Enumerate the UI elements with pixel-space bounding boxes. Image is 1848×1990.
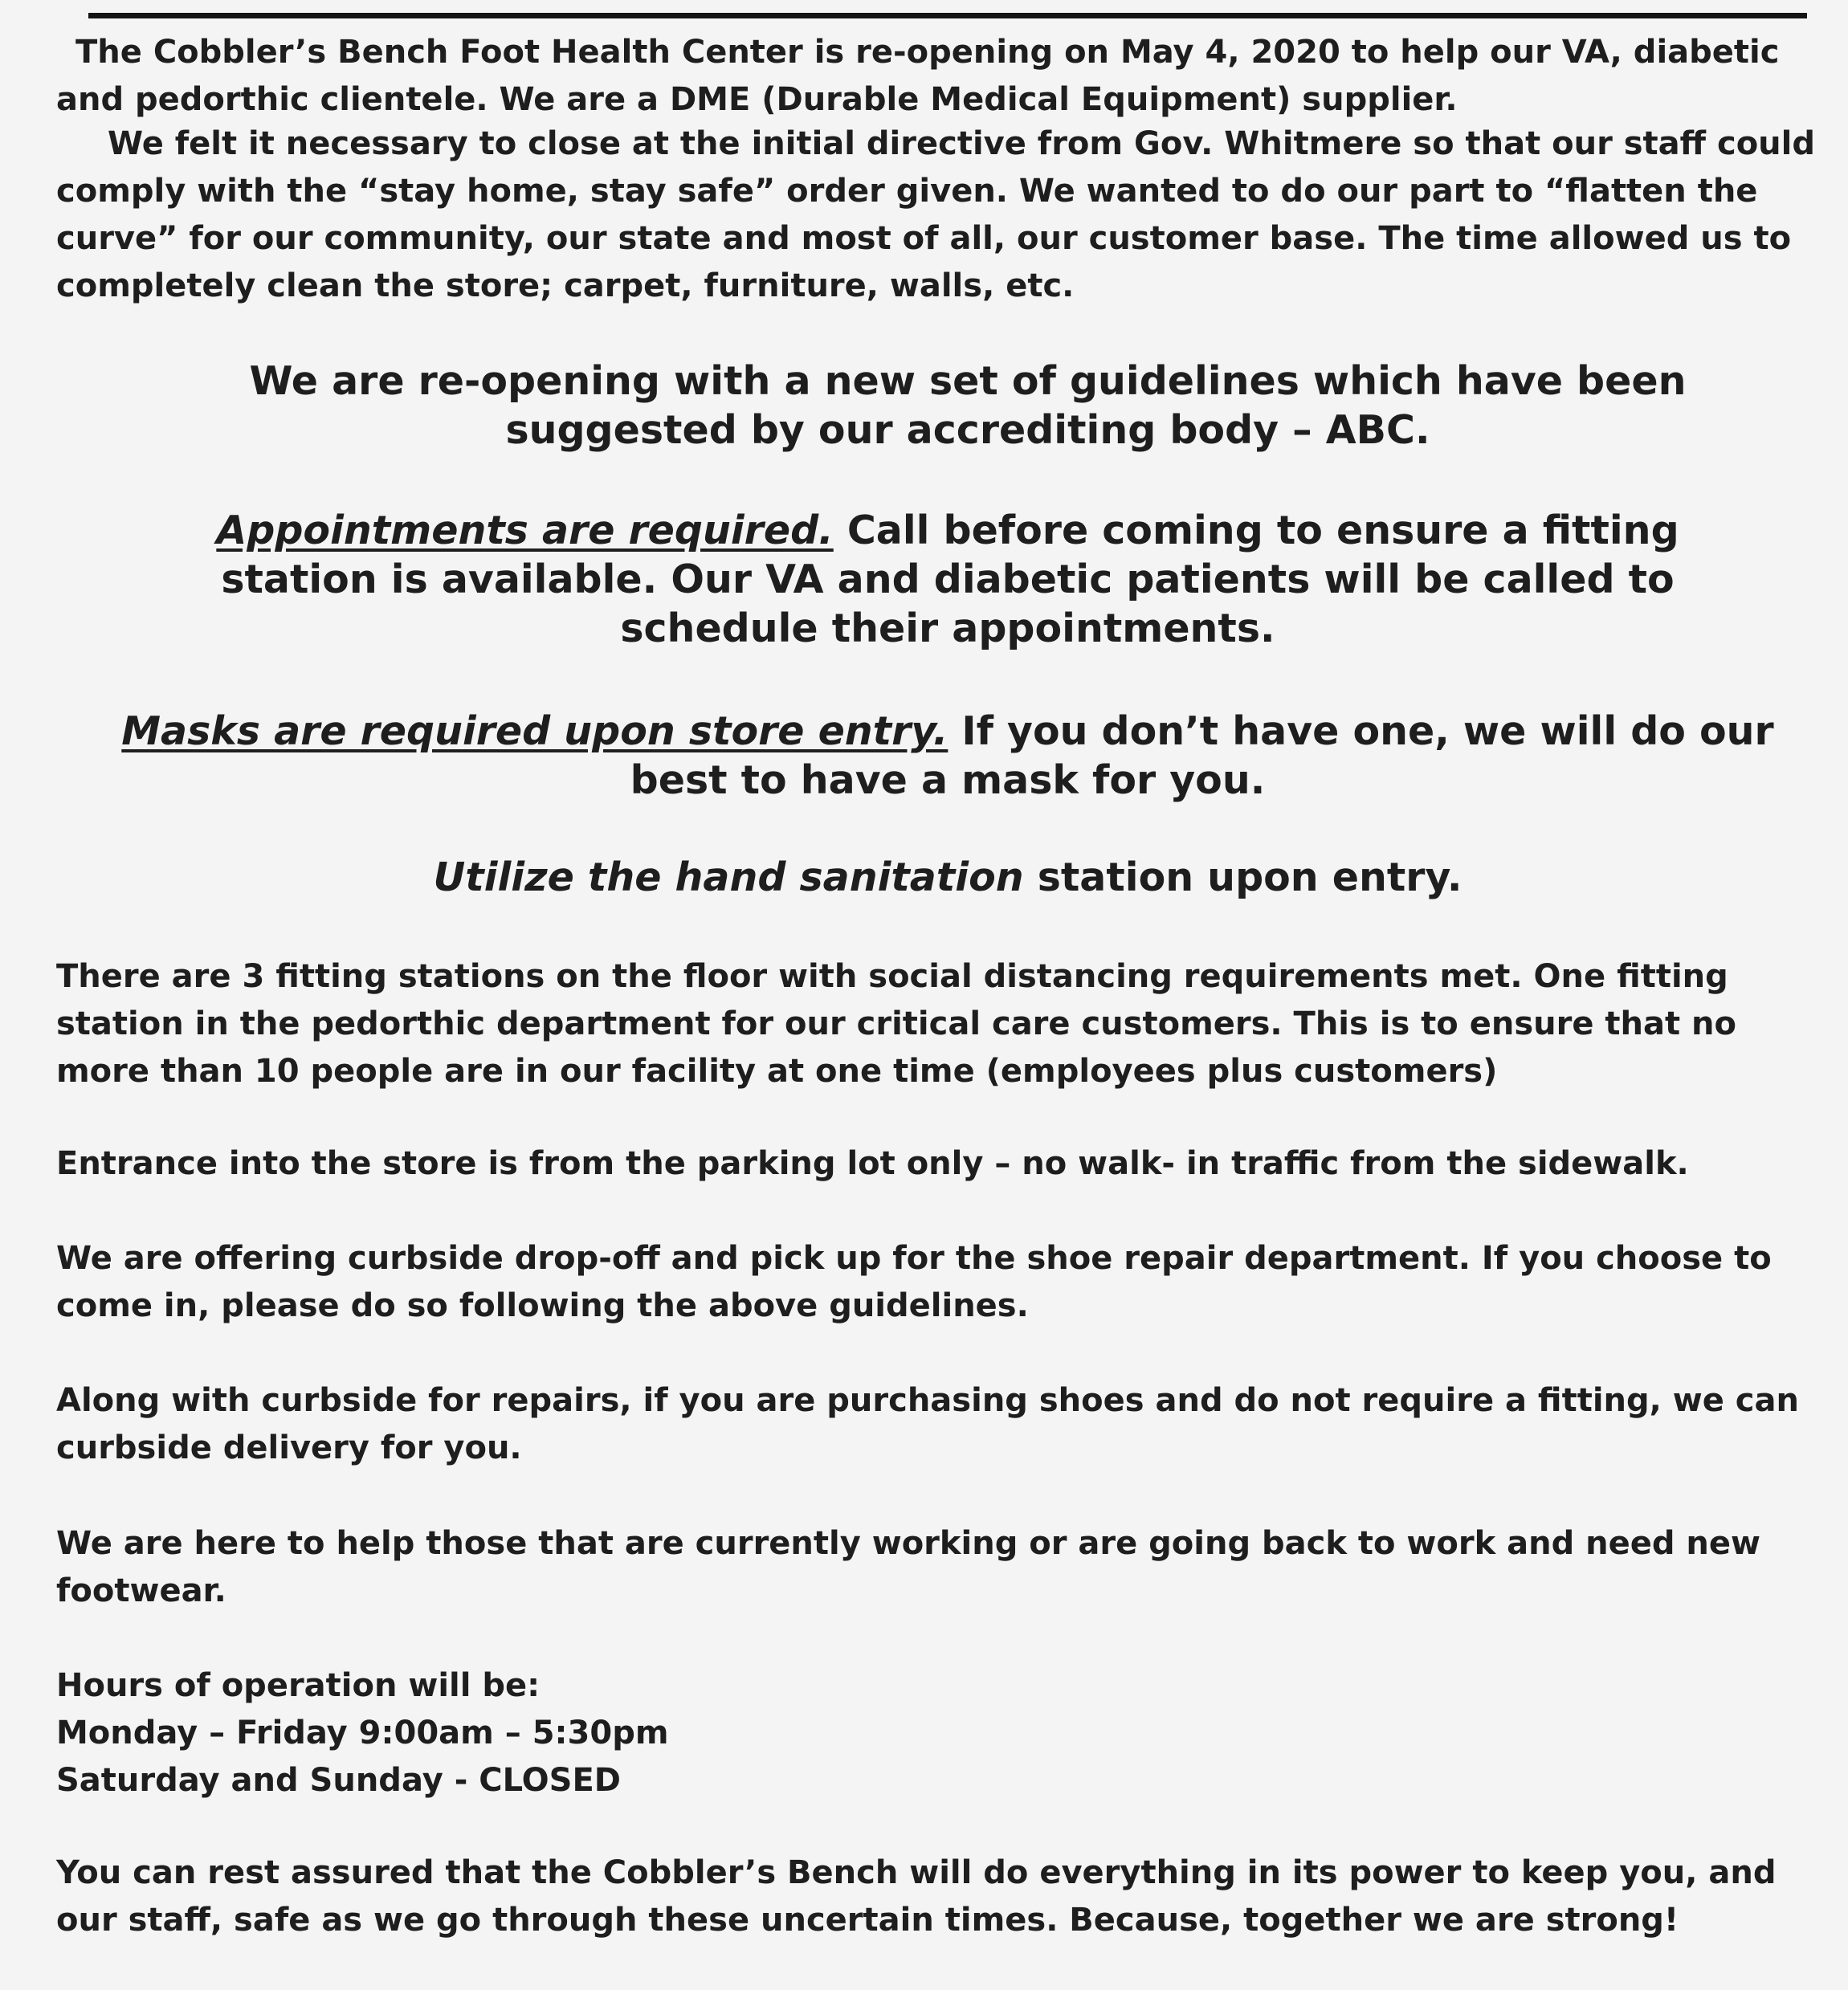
closure-paragraph: We felt it necessary to close at the initial directive from Gov. Whitmere so that our staff could comply with the “stay home, stay safe” order given. We wanted to do our part to “flatten the curve” for our community, our state and most of all, our customer base. The time allowed us to completely clean the store; carpet, furniture, walls, etc. <box>56 125 1815 304</box>
help-paragraph: We are here to help those that are currently working or are going back to work and need new footwear. <box>56 1525 1760 1609</box>
sanitation-text: station upon entry. <box>1023 854 1462 900</box>
hours-of-operation <box>56 1662 1839 1804</box>
curbside-delivery-paragraph: Along with curbside for repairs, if you are purchasing shoes and do not require a fitting, we can curbside delivery for you. <box>56 1382 1799 1466</box>
closing-paragraph: You can rest assured that the Cobbler’s Bench will do everything in its power to keep you, and our staff, safe as we go through these uncertain times. Because, together we are strong! <box>56 1854 1777 1939</box>
masks-lead: Masks are required upon store entry. <box>121 708 948 754</box>
guidelines-heading: We are re-opening with a new set of guidelines which have been suggested by our accrediting body – ABC. <box>249 358 1687 453</box>
sanitation-notice <box>88 853 1807 902</box>
entrance-paragraph: Entrance into the store is from the parking lot only – no walk- in traffic from the sidewalk. <box>56 1145 1689 1182</box>
appointments-lead: Appointments are required. <box>216 508 834 553</box>
hours-weekend: Saturday and Sunday - CLOSED <box>56 1762 621 1799</box>
fitting-stations-paragraph: There are 3 fitting stations on the floor with social distancing requirements met. One fitting station in the pedorthic department for our critical care customers. This is to ensure that no more than 10 people are in our facility at one time (employees plus customers) <box>56 958 1736 1090</box>
hours-weekdays: Monday – Friday 9:00am – 5:30pm <box>56 1715 669 1751</box>
appointments-text: Call before coming to ensure a fitting station is available. Our VA and diabetic patients will be called to schedule their appointments. <box>221 508 1679 651</box>
appointments-notice <box>153 506 1743 653</box>
masks-text: If you don’t have one, we will do our best to have a mask for you. <box>630 708 1774 803</box>
top-rule <box>88 13 1807 18</box>
curbside-paragraph: We are offering curbside drop-off and pick up for the shoe repair department. If you choose to come in, please do so following the above guidelines. <box>56 1240 1772 1324</box>
intro-paragraph: The Cobbler’s Bench Foot Health Center is re-opening on May 4, 2020 to help our VA, diabetic and pedorthic clientele. We are a DME (Durable Medical Equipment) supplier. <box>56 34 1780 118</box>
hours-heading: Hours of operation will be: <box>56 1667 541 1704</box>
masks-notice <box>88 707 1807 805</box>
sanitation-lead: Utilize the hand sanitation <box>433 854 1024 900</box>
